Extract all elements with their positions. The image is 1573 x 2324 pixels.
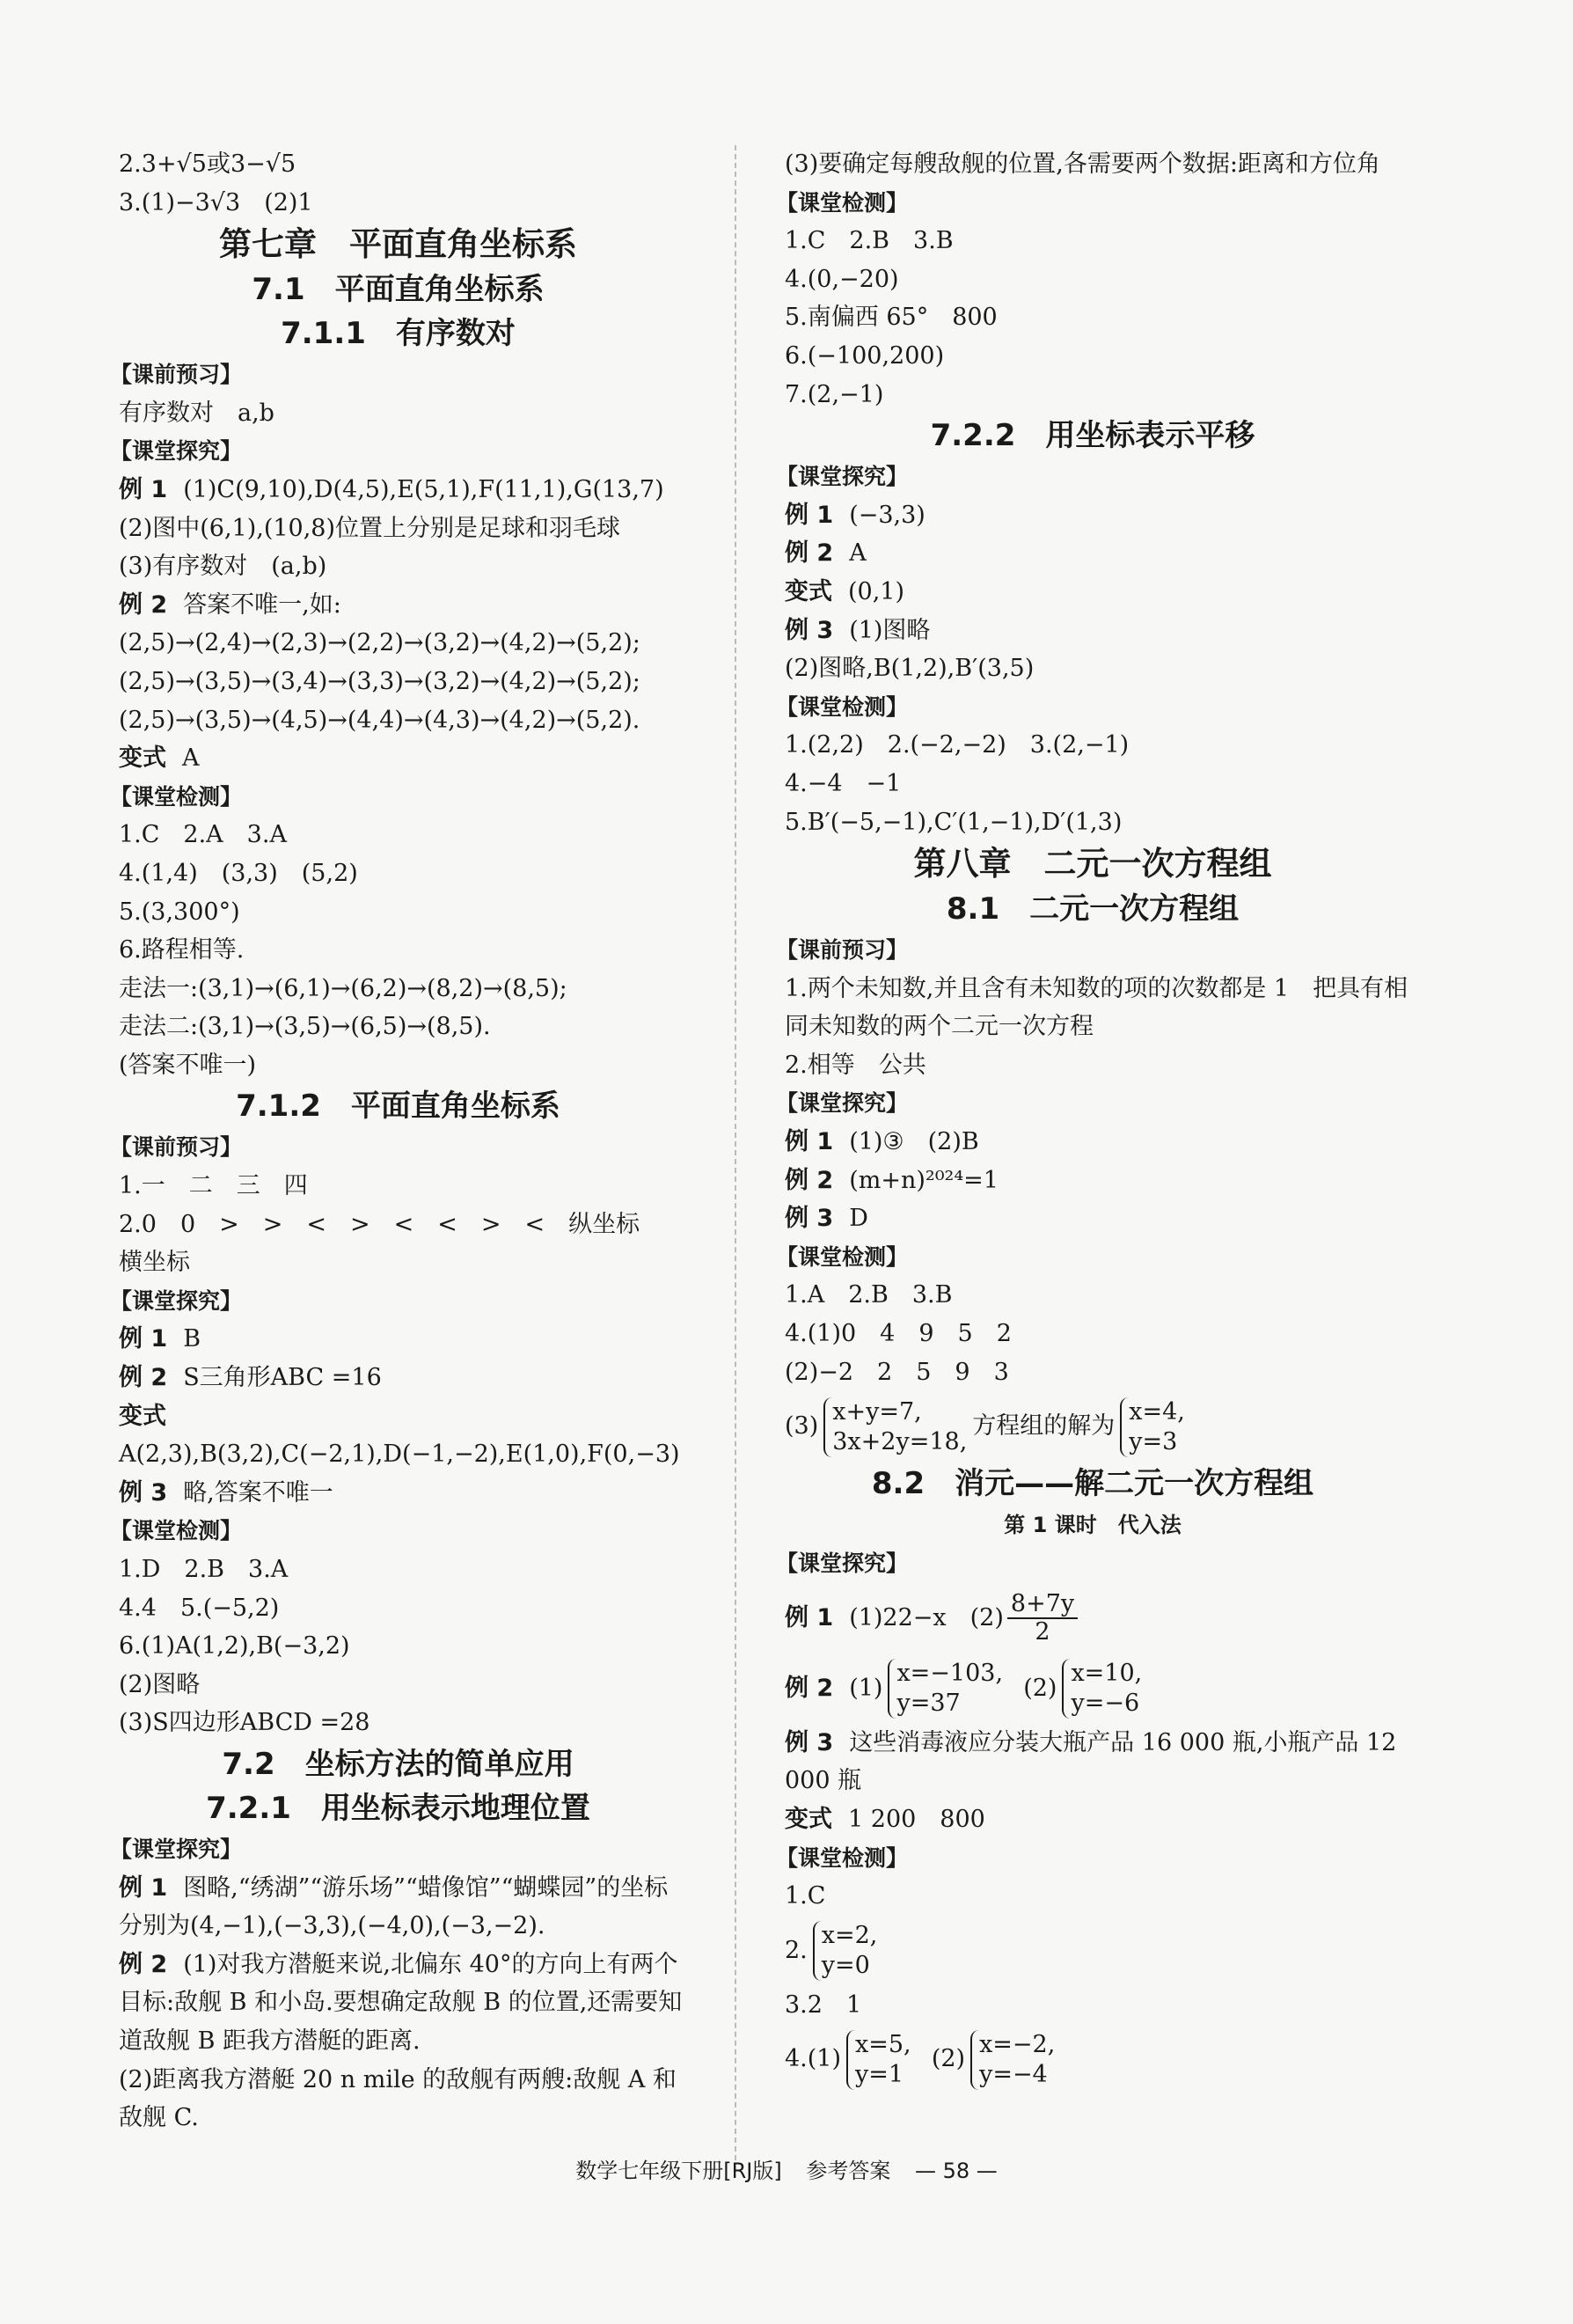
section-label-check: 【课堂检测】 — [110, 1518, 243, 1544]
answer-line: 4.(1)0 4 9 5 2 — [785, 1320, 1012, 1348]
example-1: 例 1 (1)③ (2)B — [785, 1128, 979, 1156]
example-1: 例 1 (1)22−x (2) $\frac{8+7y}{2}$ — [776, 1583, 1409, 1653]
equation-system: x+y=7, 3x+2y=18, — [823, 1397, 967, 1457]
chapter-8-title: 第八章 二元一次方程组 — [913, 845, 1272, 883]
section-label-check: 【课堂检测】 — [110, 783, 243, 810]
example-label: 例 2 — [119, 1950, 168, 1978]
answer-line: 1.C 2.A 3.A — [119, 821, 287, 849]
example-label: 例 1 — [119, 1873, 168, 1902]
example-2: 例 2 S三角形ABC =16 — [119, 1364, 382, 1392]
answer-line: 走法二:(3,1)→(3,5)→(6,5)→(8,5). — [119, 1013, 491, 1041]
lesson-title: 第 1 课时 代入法 — [1004, 1513, 1182, 1538]
answer-line: 6.(1)A(1,2),B(−3,2) — [119, 1632, 350, 1661]
answer-line: 4.(1) x=5, y=1 (2) x=−2, y=−4 — [785, 2030, 1056, 2088]
section-label-explore: 【课堂探究】 — [776, 1551, 909, 1577]
section-label-preview: 【课前预习】 — [776, 937, 909, 964]
example-label: 例 3 — [785, 1728, 834, 1756]
example-1: 例 1 (−3,3) — [785, 501, 926, 529]
variant: 变式 (0,1) — [785, 577, 905, 605]
section-label-preview: 【课前预习】 — [110, 362, 243, 388]
variant: 变式 A — [119, 744, 200, 773]
answer-line: 5.南偏西 65° 800 — [785, 304, 998, 332]
section-7-1-2-title: 7.1.2 平面直角坐标系 — [236, 1089, 560, 1125]
footer-section: 参考答案 — [806, 2159, 891, 2183]
answer-line: (2)图略,B(1,2),B′(3,5) — [785, 655, 1035, 683]
answer-line: 走法一:(3,1)→(6,1)→(6,2)→(8,2)→(8,5); — [119, 974, 567, 1002]
example-label: 例 1 — [785, 1603, 834, 1631]
section-label-explore: 【课堂探究】 — [110, 438, 243, 465]
section-label-check: 【课堂检测】 — [776, 1243, 909, 1270]
left-column — [110, 145, 686, 2137]
footer-book-title: 数学七年级下册[RJ版] — [575, 2159, 782, 2183]
answer-line: (2)−2 2 5 9 3 — [785, 1358, 1009, 1386]
answer-line: 3.2 1 — [785, 1990, 862, 2019]
answer-line: 5.(3,300°) — [119, 898, 240, 926]
example-label: 例 2 — [785, 539, 834, 568]
answer-line: (3)S四边形ABCD =28 — [119, 1709, 370, 1737]
answer-line: 1.C — [785, 1882, 826, 1910]
variant: 变式A(2,3),B(3,2),C(−2,1),D(−1,−2),E(1,0),F(0,−3) — [119, 1402, 680, 1469]
variant-label: 变式 — [119, 744, 166, 773]
answer-line: 1.A 2.B 3.B — [785, 1281, 953, 1309]
example-label: 例 3 — [119, 1478, 168, 1507]
answer-line: (2)图略 — [119, 1670, 201, 1698]
answer-line: (答案不唯一) — [119, 1051, 257, 1079]
answer-line: 1.D 2.B 3.A — [119, 1556, 289, 1583]
answer-line: 3.(1)−3√3 (2)1 — [119, 188, 313, 216]
example-1: 例 1 (1)C(9,10),D(4,5),E(5,1),F(11,1),G(13,7) — [119, 475, 664, 503]
answer-line: 2.0 0 > > < > < < > < 纵坐标 横坐标 — [119, 1210, 664, 1277]
example-2: 例 2 (m+n)²⁰²⁴=1 — [785, 1166, 999, 1194]
example-3: 例 3 (1)图略 — [785, 616, 931, 644]
page-number: — 58 — — [914, 2159, 998, 2183]
answer-line: 6.(−100,200) — [785, 341, 945, 370]
variant-label: 变式 — [785, 1806, 832, 1833]
example-3: 例 3 D — [785, 1205, 868, 1233]
example-label: 例 3 — [785, 1205, 834, 1233]
variant-label: 变式 — [119, 1402, 166, 1430]
example-1: 例 1 B — [119, 1325, 201, 1353]
answer-line: 6.路程相等. — [119, 936, 245, 964]
answer-line: (3)要确定每艘敌舰的位置,各需要两个数据:距离和方位角 — [785, 150, 1380, 178]
answer-line: 4.(1,4) (3,3) (5,2) — [119, 859, 358, 887]
answer-line: 4.4 5.(−5,2) — [119, 1594, 280, 1622]
answer-line: (2)距离我方潜艇 20 n mile 的敌舰有两艘:敌舰 A 和敌舰 C. — [119, 2065, 677, 2132]
column-divider — [735, 145, 736, 2160]
right-column — [776, 145, 1409, 2094]
answer-line: (2,5)→(3,5)→(4,5)→(4,4)→(4,3)→(4,2)→(5,2). — [119, 706, 640, 734]
solution-system: x=2, y=0 — [813, 1921, 878, 1981]
answer-line: 7.(2,−1) — [785, 380, 884, 408]
section-7-2-title: 7.2 坐标方法的简单应用 — [222, 1746, 574, 1782]
example-3: 例 3 这些消毒液应分装大瓶产品 16 000 瓶,小瓶产品 12 000 瓶 — [785, 1728, 1397, 1795]
answer-line: 有序数对 a,b — [119, 399, 274, 427]
example-2: 例 2 (1) x=−103, y=37 (2) x=10, y=−6 — [785, 1660, 1143, 1718]
answer-line: 4.−4 −1 — [785, 769, 902, 797]
variant: 变式 1 200 800 — [785, 1806, 985, 1833]
answer-line: (2)图中(6,1),(10,8)位置上分别是足球和羽毛球 — [119, 514, 621, 542]
example-2: 例 2 答案不唯一,如:(2,5)→(2,4)→(2,3)→(2,2)→(3,2)→(4,2)→(5,2); — [119, 590, 640, 657]
solution-system: x=5, y=1 — [846, 2030, 911, 2090]
page-footer — [0, 2153, 1573, 2184]
example-label: 例 1 — [119, 475, 168, 503]
answer-line: (3)有序数对 (a,b) — [119, 553, 327, 581]
section-label-preview: 【课前预习】 — [110, 1134, 243, 1161]
solution-system: x=−103, y=37 — [888, 1659, 1003, 1719]
section-7-1-1-title: 7.1.1 有序数对 — [281, 316, 516, 352]
answer-line: 1.(2,2) 2.(−2,−2) 3.(2,−1) — [785, 731, 1130, 759]
example-label: 例 2 — [119, 590, 168, 619]
section-label-check: 【课堂检测】 — [776, 1844, 909, 1871]
variant-label: 变式 — [785, 577, 832, 605]
section-7-1-title: 7.1 平面直角坐标系 — [252, 272, 545, 308]
example-label: 例 2 — [119, 1364, 168, 1392]
example-2: 例 2 A — [785, 539, 867, 568]
example-2: 例 2 (1)对我方潜艇来说,北偏东 40°的方向上有两个目标:敌舰 B 和小岛.要想确定敌舰 B 的位置,还需要知道敌舰 B 距我方潜艇的距离. — [119, 1950, 683, 2055]
equation-system-line: (3) x+y=7, 3x+2y=18, 方程组的解为 x=4, y=3 — [785, 1397, 1185, 1455]
example-3: 例 3 略,答案不唯一 — [119, 1478, 333, 1507]
example-label: 例 2 — [785, 1166, 834, 1194]
section-7-2-1-title: 7.2.1 用坐标表示地理位置 — [206, 1790, 590, 1826]
answer-line: 2. x=2, y=0 — [785, 1922, 878, 1980]
fraction: $\frac{8+7y}{2}$ — [1007, 1591, 1078, 1646]
example-label: 例 3 — [785, 616, 834, 644]
answer-line: 2.3+√5或3−√5 — [119, 150, 296, 178]
example-label: 例 1 — [119, 1325, 168, 1353]
section-8-2-title: 8.2 消元——解二元一次方程组 — [871, 1466, 1314, 1502]
section-label-check: 【课堂检测】 — [776, 189, 909, 216]
solution-system: x=4, y=3 — [1120, 1397, 1185, 1457]
section-label-explore: 【课堂探究】 — [110, 1836, 243, 1862]
example-label: 例 1 — [785, 1128, 834, 1156]
chapter-7-title: 第七章 平面直角坐标系 — [219, 225, 577, 264]
section-label-check: 【课堂检测】 — [776, 693, 909, 720]
answer-line: 1.C 2.B 3.B — [785, 227, 954, 255]
example-label: 例 1 — [785, 501, 834, 529]
answer-line: (2,5)→(3,5)→(3,4)→(3,3)→(3,2)→(4,2)→(5,2); — [119, 667, 640, 695]
answer-line: 5.B′(−5,−1),C′(1,−1),D′(1,3) — [785, 808, 1123, 836]
section-8-1-title: 8.1 二元一次方程组 — [946, 891, 1240, 927]
answer-line: 1.一 二 三 四 — [119, 1172, 308, 1200]
solution-system: x=−2, y=−4 — [970, 2030, 1055, 2090]
answer-line: 1.两个未知数,并且含有未知数的项的次数都是 1 把具有相同未知数的两个二元一次方程 — [785, 974, 1408, 1041]
answer-line: 2.相等 公共 — [785, 1051, 926, 1079]
section-label-explore: 【课堂探究】 — [776, 464, 909, 490]
section-label-explore: 【课堂探究】 — [776, 1090, 909, 1117]
example-1: 例 1 图略,“绣湖”“游乐场”“蜡像馆”“蝴蝶园”的坐标分别为(4,−1),(−3,3),(−4,0),(−3,−2). — [119, 1873, 669, 1940]
example-label: 例 2 — [785, 1674, 834, 1702]
section-label-explore: 【课堂探究】 — [110, 1287, 243, 1314]
section-7-2-2-title: 7.2.2 用坐标表示平移 — [930, 418, 1255, 454]
answer-line: 4.(0,−20) — [785, 265, 899, 293]
solution-system: x=10, y=−6 — [1062, 1659, 1142, 1719]
